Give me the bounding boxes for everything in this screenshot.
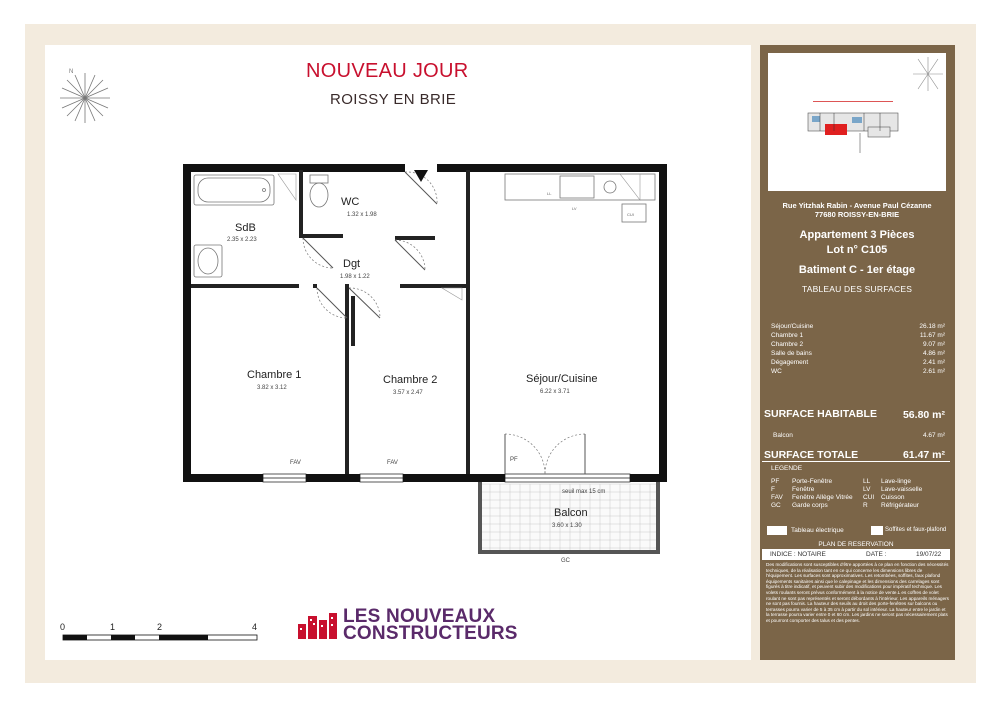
interior-walls <box>191 170 470 474</box>
legend-electrical: Tableau électrique <box>791 527 844 534</box>
total-surface-value: 61.47 m² <box>902 449 945 461</box>
legend-abbr: FAV <box>771 494 783 501</box>
logo-line-2: CONSTRUCTEURS <box>343 623 518 644</box>
legend-soffite: Soffites et faux-plafond <box>885 527 947 533</box>
address-line-2: 77680 ROISSY-EN-BRIE <box>814 210 900 219</box>
svg-text:N: N <box>69 69 74 75</box>
legal-disclaimer: Des modifications sont susceptibles d'être apportées à ce plan en fonction des nécessités techniques, de la réalisation tant en ce qui concerne les dimensions libres de l'équipement. Les surfaces sont approximatives. Les retombées, soffites, faux plafond équipements sanitaires ainsi que le calepinage et les dimensions des carrelages sont figurés à titre indicatif, et peuvent subir des modifications pour impératif technique. Les volets roulants seront prévus conformément à la notice de vente.L es coffres de volet roulant ne sont pas représentés et seront débordants à l'intérieur. Les appareils ménagers ne sont pas fournis. La hauteur des seuils au droit des porte-fenêtres sur balcons ou terrasses pourra varier de 5 à 35 cm à partir du sol intérieur. La hauteur entre le jardin et la terrasse pourra varier entre 0 et 60 cm. Les jardins ne seront pas nécessairement plats et pourront comporter des talus et des pentes. <box>766 562 949 623</box>
legend-abbr: LL <box>863 478 871 485</box>
surfaces-table-title: TABLEAU DES SURFACES <box>801 284 913 294</box>
toilet-icon <box>310 175 328 207</box>
room-name-wc: WC <box>341 196 360 208</box>
legend-text: Fenêtre <box>792 486 815 493</box>
address-line-1: Rue Yitzhak Rabin - Avenue Paul Cézanne <box>782 201 932 210</box>
soffite-swatch-icon <box>871 526 883 535</box>
label-fav-1: FAV <box>290 460 301 466</box>
habitable-surface-value: 56.80 m² <box>902 409 945 421</box>
balcon-surface-value: 4.67 m² <box>922 432 945 439</box>
surface-label: Séjour/Cuisine <box>771 323 814 330</box>
divider <box>762 461 950 462</box>
label-lv: LV <box>572 206 577 211</box>
legend-abbr: R <box>863 502 868 509</box>
washbasin-icon <box>194 245 222 277</box>
les-nouveaux-constructeurs-logo-icon <box>297 610 339 640</box>
legend-abbr: PF <box>771 478 780 485</box>
legend-text: Réfrigérateur <box>881 502 919 509</box>
legend-text: Lave-linge <box>881 478 911 485</box>
exterior-walls <box>183 164 667 482</box>
surface-label: Chambre 2 <box>771 341 804 348</box>
room-dims-sejour: 6.22 x 3.71 <box>540 389 570 395</box>
apartment-type: Appartement 3 Pièces <box>799 229 915 241</box>
label-gc: GC <box>561 558 570 564</box>
room-name-dgt: Dgt <box>343 258 361 270</box>
surface-value: 2.61 m² <box>922 368 945 375</box>
surface-value: 4.86 m² <box>922 350 945 357</box>
room-name-chambre-1: Chambre 1 <box>247 369 302 381</box>
room-name-balcon: Balcon <box>554 507 588 519</box>
label-pf: PF <box>510 457 518 463</box>
electrical-panel-swatch-icon <box>767 526 787 535</box>
scale-tick-0: 0 <box>60 622 66 632</box>
date-label: DATE : <box>866 551 887 558</box>
label-fav-2: FAV <box>387 460 398 466</box>
legend-title: LEGENDE <box>771 465 803 472</box>
balcon-surface-label: Balcon <box>773 432 793 439</box>
label-ll: LL <box>547 191 552 196</box>
scale-bar <box>62 633 262 643</box>
surface-label: WC <box>771 368 782 375</box>
room-name-sejour: Séjour/Cuisine <box>526 373 598 385</box>
room-name-sdb: SdB <box>235 222 256 234</box>
lot-number: Lot n° C105 <box>826 244 888 256</box>
room-dims-chambre-1: 3.82 x 3.12 <box>257 385 287 391</box>
legend-text: Garde corps <box>792 502 828 509</box>
surface-value: 9.07 m² <box>922 341 945 348</box>
legend-abbr: LV <box>863 486 871 493</box>
label-cui: CUI <box>627 212 634 217</box>
surface-label: Dégagement <box>771 359 809 366</box>
indice-label: INDICE : NOTAIRE <box>770 551 826 558</box>
building-floor: Batiment C - 1er étage <box>798 264 916 276</box>
bathtub-icon <box>194 175 274 205</box>
legend-text: Porte-Fenêtre <box>792 478 833 485</box>
legend-text: Fenêtre Allège Vitrée <box>792 494 853 501</box>
plan-type-label: PLAN DE RESERVATION <box>818 541 894 548</box>
label-seuil: seuil max 15 cm <box>562 489 606 495</box>
legend-abbr: CUI <box>863 494 875 501</box>
scale-tick-4: 4 <box>252 622 258 632</box>
logo-line-1: LES NOUVEAUX <box>343 606 496 627</box>
room-dims-balcon: 3.60 x 1.30 <box>552 523 582 529</box>
site-plan-drawing <box>768 53 946 191</box>
legend-text: Cuisson <box>881 494 905 501</box>
project-title: NOUVEAU JOUR <box>306 60 469 82</box>
scale-tick-2: 2 <box>157 622 163 632</box>
room-dims-chambre-2: 3.57 x 2.47 <box>393 390 423 396</box>
legend-abbr: F <box>771 486 775 493</box>
entry-arrow-icon <box>414 170 428 182</box>
scale-tick-1: 1 <box>110 622 116 632</box>
surface-label: Salle de bains <box>771 350 812 357</box>
total-surface-label: SURFACE TOTALE <box>764 449 859 461</box>
room-name-chambre-2: Chambre 2 <box>383 374 438 386</box>
surface-value: 26.18 m² <box>919 323 945 330</box>
legend-text: Lave-vaisselle <box>881 486 923 493</box>
date-value: 19/07/22 <box>916 551 942 558</box>
surface-value: 11.67 m² <box>919 332 945 339</box>
habitable-surface-label: SURFACE HABITABLE <box>764 408 877 420</box>
surface-value: 2.41 m² <box>922 359 945 366</box>
project-city: ROISSY EN BRIE <box>330 91 457 108</box>
surface-label: Chambre 1 <box>771 332 804 339</box>
room-dims-dgt: 1.98 x 1.22 <box>340 274 370 280</box>
legend-abbr: GC <box>771 502 781 509</box>
room-dims-sdb: 2.35 x 2.23 <box>227 237 257 243</box>
compass-rose-icon <box>55 65 115 130</box>
room-dims-wc: 1.32 x 1.98 <box>347 212 377 218</box>
